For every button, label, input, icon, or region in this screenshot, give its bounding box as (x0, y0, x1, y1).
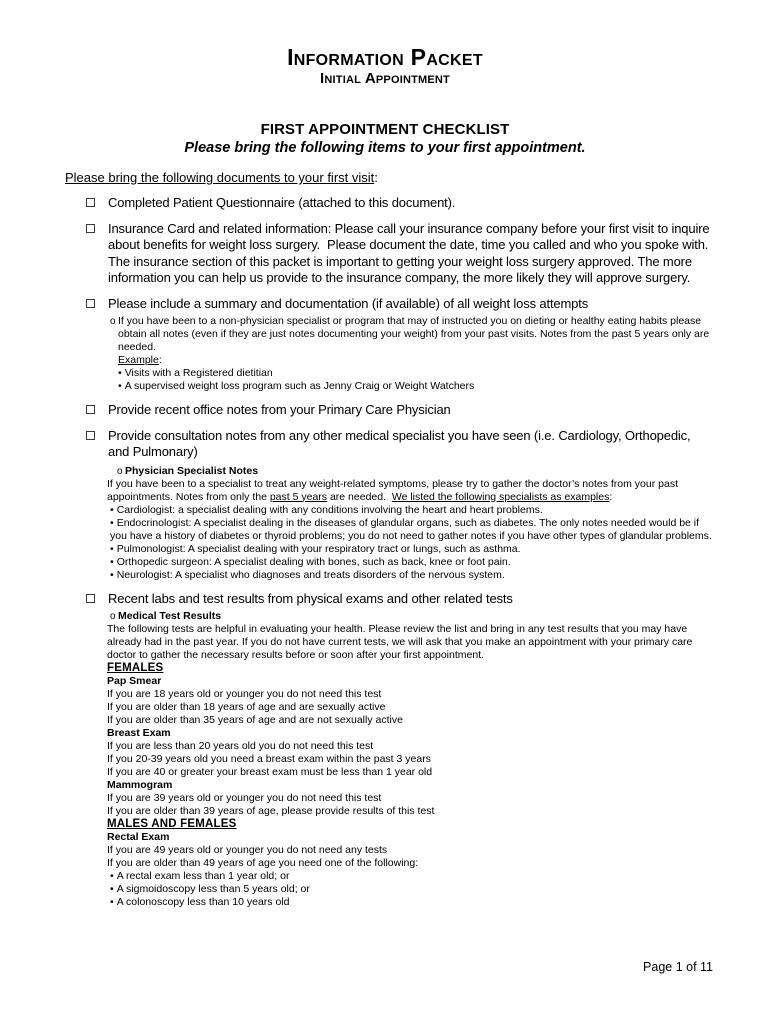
example-bullet-item (118, 367, 713, 380)
specialist-note-paragraph (107, 478, 713, 504)
checklist-item-text: Recent labs and test results from physical exams and other related tests (108, 590, 513, 606)
physician-specialist-notes-heading (117, 465, 715, 478)
note-text-part-underlined: past 5 years (269, 490, 328, 503)
test-rule-line: If you are less than 20 years old you do not need this test (107, 740, 374, 752)
specialist-bullet-text: Pulmonologist: A specialist dealing with your respiratory tract or lungs, such as asthma. (116, 542, 521, 555)
intro-underlined-text: Please bring the following documents to your first visit (65, 170, 375, 185)
specialist-bullet-item (110, 569, 713, 582)
bullet-icon: • (110, 568, 114, 581)
test-rule-line: If you are 40 or greater your breast exam must be less than 1 year old (107, 766, 433, 778)
note-text-part-underlined: We listed the following specialists as examples (391, 490, 610, 503)
bullet-icon: • (110, 555, 114, 568)
checklist-item-text: Insurance Card and related information: Please call your insurance company before your first visit to inquire about benefits for weight loss surgery. Please document the date, time you called and who you spoke with. The insurance section of this packet is important to getting your weight loss surgery approved. The more information you can help us provide to the insurance company, the more likely they will approve surgery. (108, 220, 712, 285)
circle-list-marker-icon: o (110, 316, 116, 327)
checklist-item-insurance (86, 221, 715, 287)
checklist-subtitle: Please bring the following items to your first appointment. (184, 140, 586, 156)
checklist-item-text: Please include a summary and documentation (if available) of all weight loss attempts (108, 295, 589, 311)
document-header (0, 0, 770, 87)
rectal-option-bullet (110, 896, 713, 909)
checklist-item-specialist-notes (86, 428, 715, 461)
specialist-bullet-item (110, 556, 713, 569)
checklist-item-questionnaire (86, 195, 715, 212)
specialist-bullet-text: Cardiologist: a specialist dealing with any conditions involving the heart and heart problems. (116, 503, 543, 516)
specialist-bullet-item (110, 504, 713, 517)
page-number: Page 1 of 11 (643, 960, 713, 974)
note-text-part: : (609, 490, 613, 503)
checkbox-icon (86, 431, 95, 440)
checkbox-icon (86, 594, 95, 603)
bullet-icon: • (110, 883, 114, 895)
bullet-icon: • (118, 367, 122, 379)
specialist-bullet-text: Neurologist: A specialist who diagnoses and treats disorders of the nervous system. (116, 568, 505, 581)
example-bullet-text: A supervised weight loss program such as Jenny Craig or Weight Watchers (124, 380, 475, 392)
bullet-icon: • (110, 870, 114, 882)
example-bullet-text: Visits with a Registered dietitian (124, 367, 273, 379)
group-heading-females: FEMALES (107, 662, 164, 674)
test-rule-line: If you 20-39 years old you need a breast exam within the past 3 years (107, 753, 431, 765)
rectal-option-text: A sigmoidoscopy less than 5 years old; or (116, 883, 310, 895)
rectal-option-bullet (110, 870, 713, 883)
weight-loss-subnote (110, 315, 715, 393)
specialist-bullet-text: Endocrinologist: A specialist dealing in the diseases of glandular organs, such as diabetes. The only notes needed would be if you have a history of diabetes or thyroid problems; you do not need to gather notes if you have other types of glandular problems. (110, 516, 712, 542)
rectal-option-text: A colonoscopy less than 10 years old (116, 896, 290, 908)
physician-specialist-notes-title: Physician Specialist Notes (125, 464, 259, 477)
checklist-title: FIRST APPOINTMENT CHECKLIST (260, 121, 510, 138)
bullet-icon: • (110, 516, 114, 529)
physician-specialist-notes-body (107, 478, 713, 582)
medical-test-results-title: Medical Test Results (118, 610, 222, 622)
checkbox-icon (86, 198, 95, 207)
checklist-item-labs-tests (86, 591, 715, 608)
intro-line (65, 169, 715, 186)
weight-loss-note-text: If you have been to a non-physician specialist or program that may of instructed you on dieting or healthy eating habits please obtain all notes (even if they are just notes documenting your weight) from your past visits. Notes from the past 5 years only are needed. (118, 315, 710, 353)
checklist-item-text: Provide consultation notes from any other medical specialist you have seen (i.e. Cardiology, Orthopedic, and Pulmonary) (108, 427, 691, 459)
checkbox-icon (86, 299, 95, 308)
weight-loss-subnote-body (118, 315, 713, 393)
test-rule-line: If you are 39 years old or younger you do not need this test (107, 792, 382, 804)
test-name-rectal-exam: Rectal Exam (107, 831, 170, 843)
example-label-line (118, 354, 713, 367)
medical-test-results-body (107, 623, 713, 909)
example-label: Example (118, 354, 159, 366)
test-rule-line: If you are 18 years old or younger you do not need this test (107, 688, 382, 700)
test-rule-line: If you are older than 49 years of age you need one of the following: (107, 857, 419, 869)
checklist-header (0, 121, 770, 157)
document-subtitle: Initial Appointment (320, 70, 450, 87)
specialist-bullet-text: Orthopedic surgeon: A specialist dealing with bones, such as back, knee or foot pain. (116, 555, 511, 568)
example-colon: : (158, 354, 162, 366)
test-rule-line: If you are 49 years old or younger you do not need any tests (107, 844, 388, 856)
circle-list-marker-icon: o (117, 465, 123, 477)
test-rule-line: If you are older than 35 years of age and are not sexually active (107, 714, 403, 726)
example-bullet-item (118, 380, 713, 393)
bullet-icon: • (110, 542, 114, 555)
bullet-icon: • (118, 380, 122, 392)
note-text-part: are needed. (327, 490, 392, 503)
checkbox-icon (86, 405, 95, 414)
checkbox-icon (86, 224, 95, 233)
rectal-option-bullet (110, 883, 713, 896)
document-title: Information Packet (287, 44, 483, 70)
bullet-icon: • (110, 503, 114, 516)
bullet-icon: • (110, 896, 114, 908)
test-name-pap-smear: Pap Smear (107, 675, 162, 687)
test-name-breast-exam: Breast Exam (107, 727, 171, 739)
checklist-item-text: Completed Patient Questionnaire (attached to this document). (108, 195, 456, 210)
checklist-item-pcp-notes (86, 402, 715, 419)
medical-test-results-heading (110, 610, 715, 623)
medical-test-intro: The following tests are helpful in evaluating your health. Please review the list and bring in any test results that you may have already had in the past year. If you do not have current tests, we will ask that you make an appointment with your primary care doctor to gather the necessary results before or soon after your first appointment. (107, 623, 693, 661)
note-text-part: If you have been to a specialist to treat any weight-related symptoms, please try to gather the doctor’s notes from your past appointments. Notes from only the (107, 477, 678, 503)
intro-colon: : (374, 170, 378, 185)
circle-list-marker-icon: o (110, 611, 116, 622)
checklist-item-weight-loss-attempts (86, 296, 715, 313)
group-heading-males-and-females: MALES AND FEMALES (107, 818, 237, 830)
test-rule-line: If you are older than 39 years of age, please provide results of this test (107, 805, 435, 817)
specialist-bullet-item (110, 543, 713, 556)
specialist-bullet-item (110, 517, 713, 543)
document-body (65, 169, 715, 909)
checklist-item-text: Provide recent office notes from your Primary Care Physician (108, 402, 451, 417)
test-rule-line: If you are older than 18 years of age and are sexually active (107, 701, 386, 713)
rectal-option-text: A rectal exam less than 1 year old; or (116, 870, 290, 882)
test-name-mammogram: Mammogram (107, 779, 173, 791)
